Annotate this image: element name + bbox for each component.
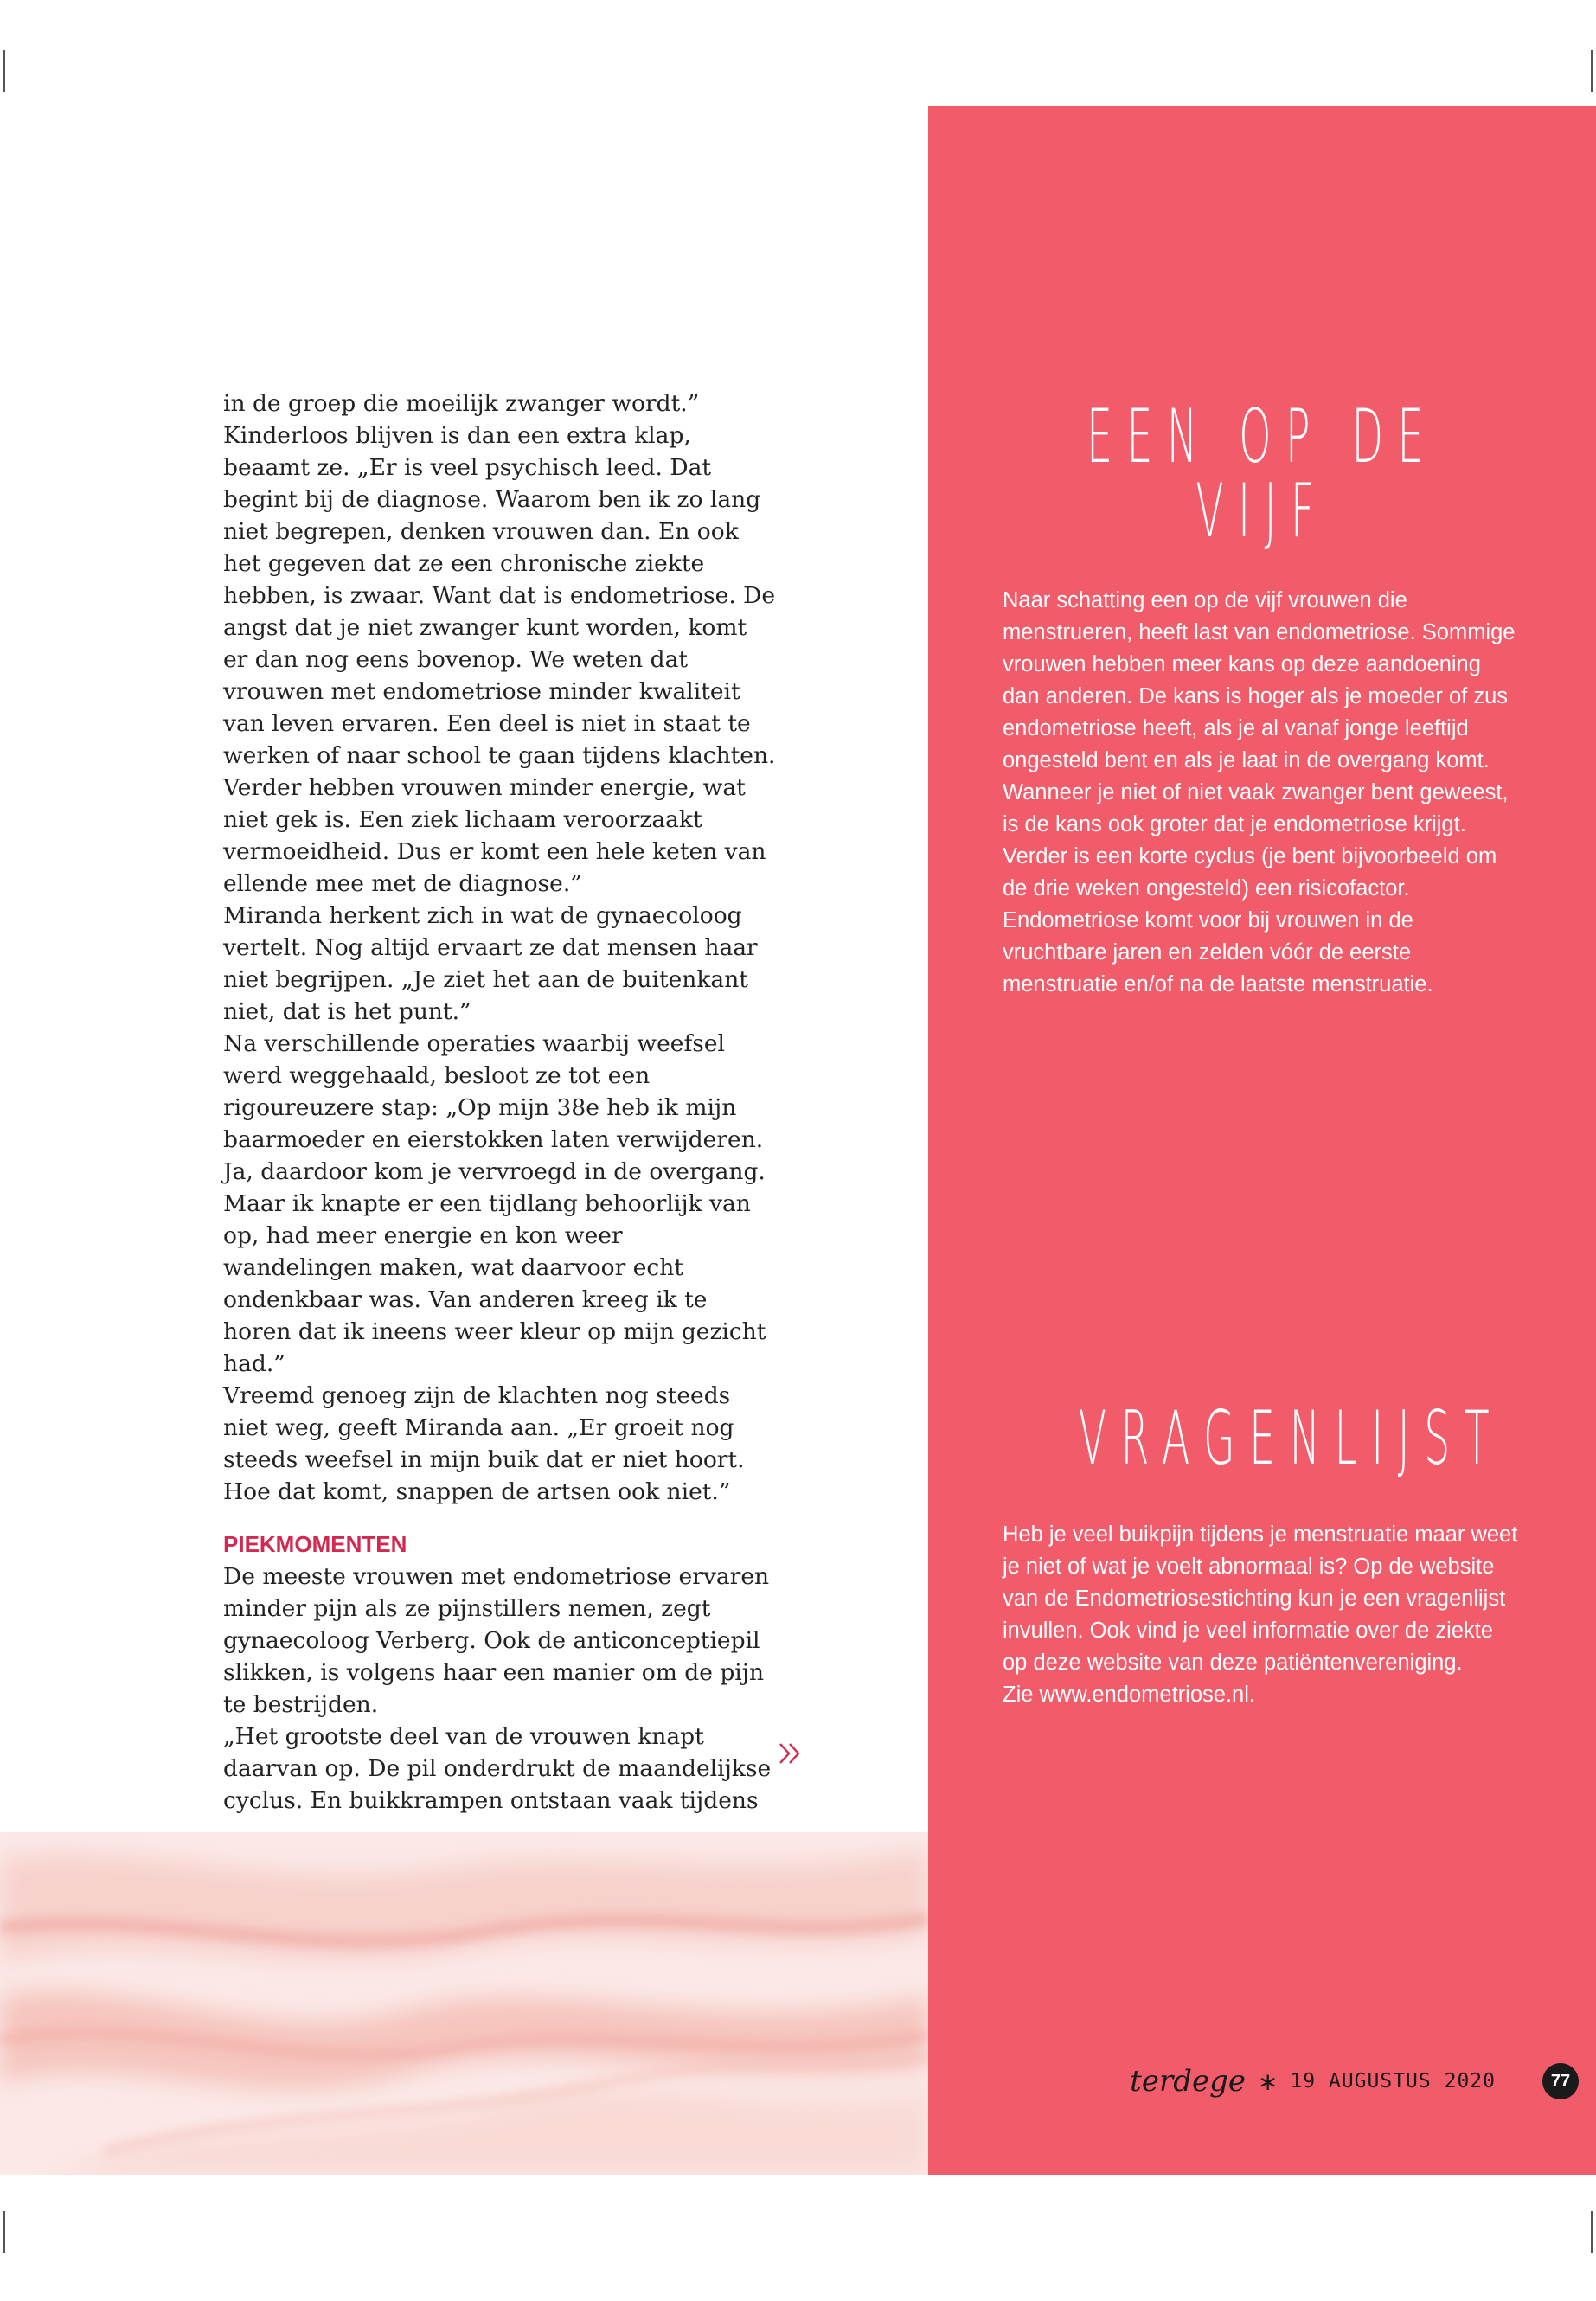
sidebar-paragraph: Heb je veel buikpijn tijdens je menstruatie maar weet je niet of wat je voelt abnormaal is? Op de website van de Endometriosestichting kun je een vragenlijst invullen. Ook vind je veel informatie over de ziekte op deze website van deze patiëntenvereniging. xyxy=(1003,1522,1518,1675)
sidebar-link-text[interactable]: Zie www.endometriose.nl. xyxy=(1003,1682,1255,1707)
article-paragraph: Na verschillende operaties waarbij weefsel werd weggehaald, besloot ze tot een rigoureuzere stap: „Op mijn 38e heb ik mijn baarmoeder en eierstokken laten verwijderen. Ja, daardoor kom je vervroegd in de overgang. Maar ik knapte er een tijdlang behoorlijk van op, had meer energie en kon weer wandelingen maken, wat daarvoor echt ondenkbaar was. Van anderen kreeg ik te horen dat ik ineens weer kleur op mijn gezicht had.” xyxy=(223,1030,766,1377)
page-number-badge: 77 xyxy=(1542,2063,1579,2099)
sidebar-paragraph: Endometriose komt voor bij vrouwen in de vruchtbare jaren en zelden vóór de eerste menstruatie en/of na de laatste menstruatie. xyxy=(1003,908,1433,997)
article-paragraph: De meeste vrouwen met endometriose ervaren minder pijn als ze pijnstillers nemen, zegt gynaecoloog Verberg. Ook de anticonceptiepil slikken, is volgens haar een manier om de pijn te bestrijden. xyxy=(223,1563,770,1718)
marble-texture-graphic xyxy=(0,1832,928,2175)
article-paragraph: Miranda herkent zich in wat de gynaecoloog vertelt. Nog altijd ervaart ze dat mensen haar niet begrijpen. „Je ziet het aan de buitenkant niet, dat is het punt.” xyxy=(223,902,758,1025)
magazine-brand: terdege xyxy=(1130,2064,1246,2099)
article-paragraph: „Het grootste deel van de vrouwen knapt daarvan op. De pil onderdrukt de maandelijkse cyclus. En buikkrampen ontstaan vaak tijdens xyxy=(223,1723,772,1814)
issue-date: 19 AUGUSTUS 2020 xyxy=(1290,2070,1496,2093)
crop-mark-top-right xyxy=(1591,50,1593,92)
article-paragraph: Vreemd genoeg zijn de klachten nog steeds niet weg, geeft Miranda aan. „Er groeit nog steeds weefsel in mijn buik dat er niet hoort. Hoe dat komt, snappen de artsen ook niet.” xyxy=(223,1382,745,1505)
sidebar-paragraph: Naar schatting een op de vijf vrouwen die menstrueren, heeft last van endometriose. Sommige vrouwen hebben meer kans op deze aandoening dan anderen. De kans is hoger als je moeder of zus endometriose heeft, als je al vanaf jonge leeftijd ongesteld bent en als je laat in de overgang komt. Wanneer je niet of niet vaak zwanger bent geweest, is de kans ook groter dat je endometriose krijgt. Verder is een korte cyclus (je bent bijvoorbeeld om de drie weken ongesteld) een risicofactor. xyxy=(1003,588,1516,901)
separator-star-icon: ∗ xyxy=(1257,2067,1279,2096)
page-footer xyxy=(928,2062,1579,2100)
crop-mark-bottom-right xyxy=(1591,2211,1593,2253)
double-chevron-right-icon xyxy=(777,1739,806,1768)
crop-mark-top-left xyxy=(3,50,5,92)
sidebar-heading-line: VRAGENLIJST xyxy=(1078,1395,1504,1482)
article-body xyxy=(223,388,777,1817)
sidebar-heading-vragenlijst xyxy=(1078,1395,1504,1482)
marble-texture-decoration xyxy=(0,1832,928,2175)
sidebar-heading-een-op-de-vijf xyxy=(1079,394,1446,554)
article-paragraph: in de groep die moeilijk zwanger wordt.” xyxy=(223,390,700,417)
section-subheading: PIEKMOMENTEN xyxy=(223,1531,407,1557)
sidebar-text-een-op-de-vijf xyxy=(1003,585,1522,1001)
sidebar-heading-line: EEN OP DE xyxy=(1086,394,1438,480)
article-paragraph: Kinderloos blijven is dan een extra klap, beaamt ze. „Er is veel psychisch leed. Dat begint bij de diagnose. Waarom ben ik zo lang niet begrepen, denken vrouwen dan. En ook het gegeven dat ze een chronische ziekte hebben, is zwaar. Want dat is endometriose. De angst dat je niet zwanger kunt worden, komt er dan nog eens bovenop. We weten dat vrouwen met endometriose minder kwaliteit van leven ervaren. Een deel is niet in staat te werken of naar school te gaan tijdens klachten. Verder hebben vrouwen minder energie, wat niet gek is. Een ziek lichaam veroorzaakt vermoeidheid. Dus er komt een hele keten van ellende mee met de diagnose.” xyxy=(223,422,776,897)
crop-mark-bottom-left xyxy=(3,2211,5,2253)
sidebar-text-vragenlijst xyxy=(1003,1519,1522,1711)
info-sidebar xyxy=(928,106,1596,2175)
sidebar-heading-line: VIJF xyxy=(1195,468,1329,554)
